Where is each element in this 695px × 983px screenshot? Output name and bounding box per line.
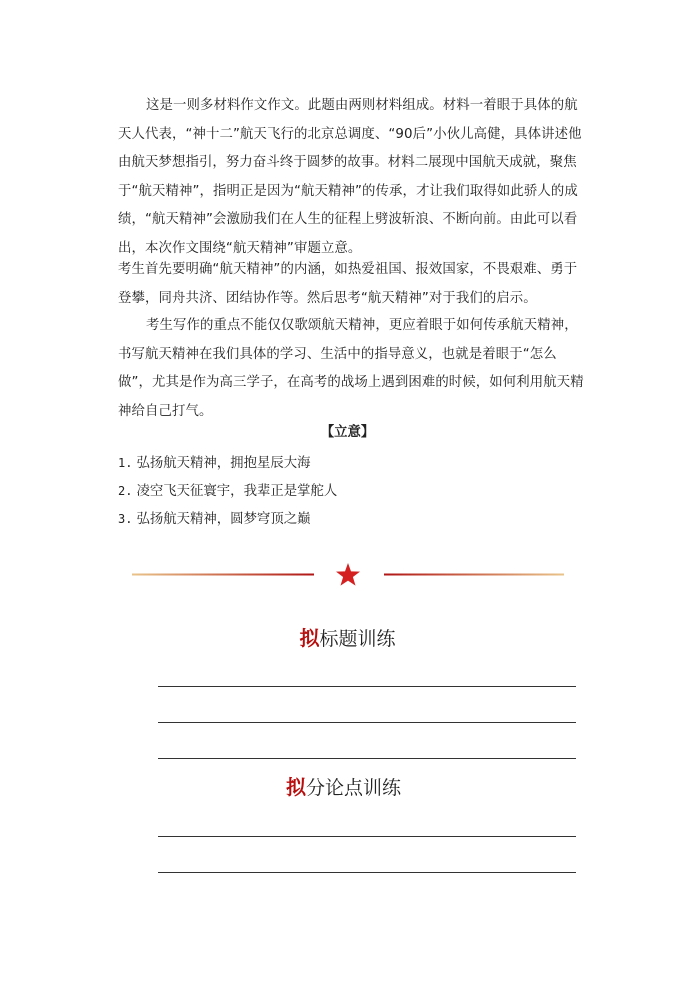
divider-line-left	[132, 574, 314, 576]
point-text: 凌空飞天征寰宇，我辈正是掌舵人	[136, 484, 338, 499]
subpoint-training-lead: 拟	[285, 775, 306, 799]
liyi-points-list	[118, 449, 337, 533]
list-item	[118, 505, 337, 533]
divider-line-right	[384, 574, 564, 576]
point-text: 弘扬航天精神，圆梦穹顶之巅	[136, 512, 311, 527]
title-answer-line-2[interactable]	[158, 722, 576, 723]
analysis-paragraph-1: 这是一则多材料作文作文。此题由两则材料组成。材料一着眼于具体的航天人代表，“神十二”航天飞行的北京总调度、“90后”小伙儿高健，具体讲述他由航天梦想指引，努力奋斗终于圆梦的故事。材料二展现中国航天成就，聚焦于“航天精神”，指明正是因为“航天精神”的传承，才让我们取得如此骄人的成绩，“航天精神”会激励我们在人生的征程上劈波斩浪、不断向前。由此可以看出，本次作文围绕“航天精神”审题立意。	[118, 98, 582, 256]
title-answer-line-1[interactable]	[158, 686, 576, 687]
point-number: 1.	[118, 456, 133, 470]
subpoint-training-heading	[0, 775, 691, 800]
list-item	[118, 449, 337, 477]
liyi-heading: 【立意】	[320, 425, 375, 440]
title-training-lead: 拟	[299, 626, 320, 650]
subpoint-answer-line-2[interactable]	[158, 872, 576, 873]
list-item	[118, 477, 337, 505]
title-answer-line-3[interactable]	[158, 758, 576, 759]
subpoint-answer-line-1[interactable]	[158, 836, 576, 837]
star-icon	[336, 563, 360, 586]
analysis-paragraph-3: 考生写作的重点不能仅仅歌颂航天精神，更应着眼于如何传承航天精神，书写航天精神在我们具体的学习、生活中的指导意义，也就是着眼于“怎么做”，尤其是作为高三学子，在高考的战场上遇到困难的时候，如何利用航天精神给自己打气。	[118, 318, 584, 419]
analysis-paragraph-2: 考生首先要明确“航天精神”的内涵，如热爱祖国、报效国家，不畏艰难、勇于登攀，同舟共济、团结协作等。然后思考“航天精神”对于我们的启示。	[118, 262, 578, 306]
point-number: 3.	[118, 512, 133, 526]
title-training-rest: 标题训练	[319, 628, 396, 650]
subpoint-training-rest: 分论点训练	[305, 777, 401, 799]
title-training-heading	[0, 626, 695, 651]
point-number: 2.	[118, 484, 133, 498]
point-text: 弘扬航天精神，拥抱星辰大海	[136, 456, 311, 471]
star-divider	[132, 560, 564, 590]
